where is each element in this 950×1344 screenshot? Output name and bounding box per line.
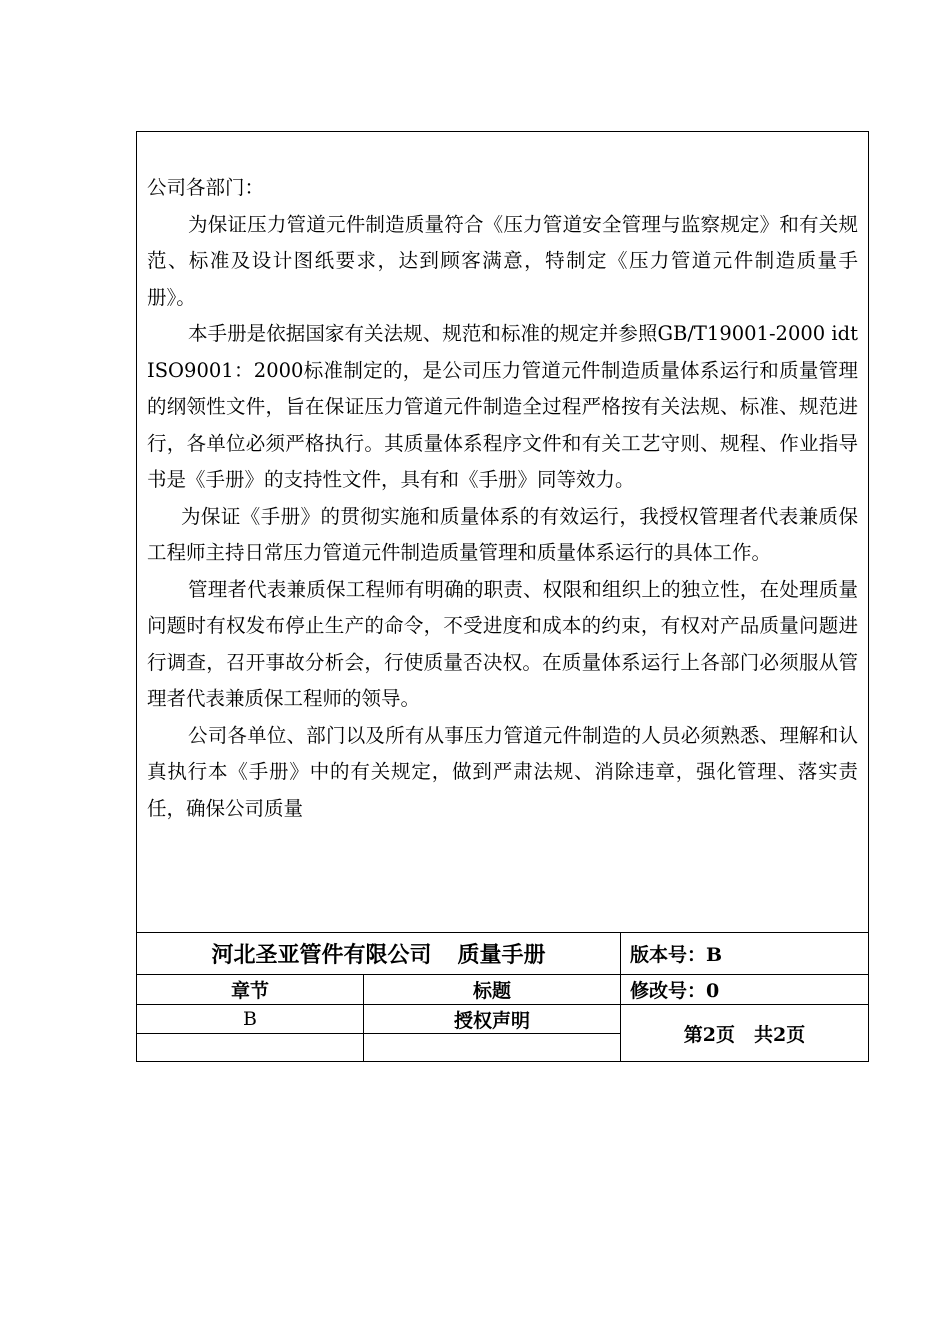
chapter-header: 章节	[230, 980, 269, 1002]
chapter-value: B	[243, 1008, 257, 1030]
manual-name: 质量手册	[457, 942, 546, 968]
document-frame	[136, 131, 869, 1062]
footer-row-divider-3	[137, 1033, 620, 1034]
paragraph-basis: 本手册是依据国家有关法规、规范和标准的规定并参照GB/T19001-2000 idt ISO9001：2000标准制定的，是公司压力管道元件制造质量体系运行和质量管理的纲领性文件，旨在保证压力管道元件制造全过程严格按有关法规、标准、规范进行，各单位必须严格执行。其质量体系程序文件和有关工艺守则、规程、作业指导书是《手册》的支持性文件，具有和《手册》同等效力。	[147, 322, 858, 491]
page-info: 第2页 共2页	[683, 1023, 806, 1046]
version-number: 版本号：B	[630, 944, 723, 966]
section-title: 授权声明	[453, 1009, 530, 1032]
revision-number: 修改号：0	[630, 980, 720, 1002]
document-body	[137, 132, 868, 932]
title-header: 标题	[472, 980, 511, 1002]
company-manual-title	[137, 933, 620, 974]
paragraph-responsibility: 管理者代表兼质保工程师有明确的职责、权限和组织上的独立性，在处理质量问题时有权发布停止生产的命令，不受进度和成本的约束，有权对产品质量问题进行调查，召开事故分析会，行使质量否决权。在质量体系运行上各部门必须服从管理者代表兼质保工程师的领导。	[147, 577, 858, 710]
paragraph-purpose: 为保证压力管道元件制造质量符合《压力管道安全管理与监察规定》和有关规范、标准及设计图纸要求，达到顾客满意，特制定《压力管道元件制造质量手册》。	[147, 212, 858, 309]
company-name: 河北圣亚管件有限公司	[211, 942, 432, 968]
paragraph-requirement: 公司各单位、部门以及所有从事压力管道元件制造的人员必须熟悉、理解和认真执行本《手册》中的有关规定，做到严肃法规、消除违章，强化管理、落实责任，确保公司质量	[147, 723, 858, 820]
salutation: 公司各部门：	[147, 176, 265, 199]
paragraph-authorization: 为保证《手册》的贯彻实施和质量体系的有效运行，我授权管理者代表兼质保工程师主持日常压力管道元件制造质量管理和质量体系运行的具体工作。	[147, 504, 858, 564]
